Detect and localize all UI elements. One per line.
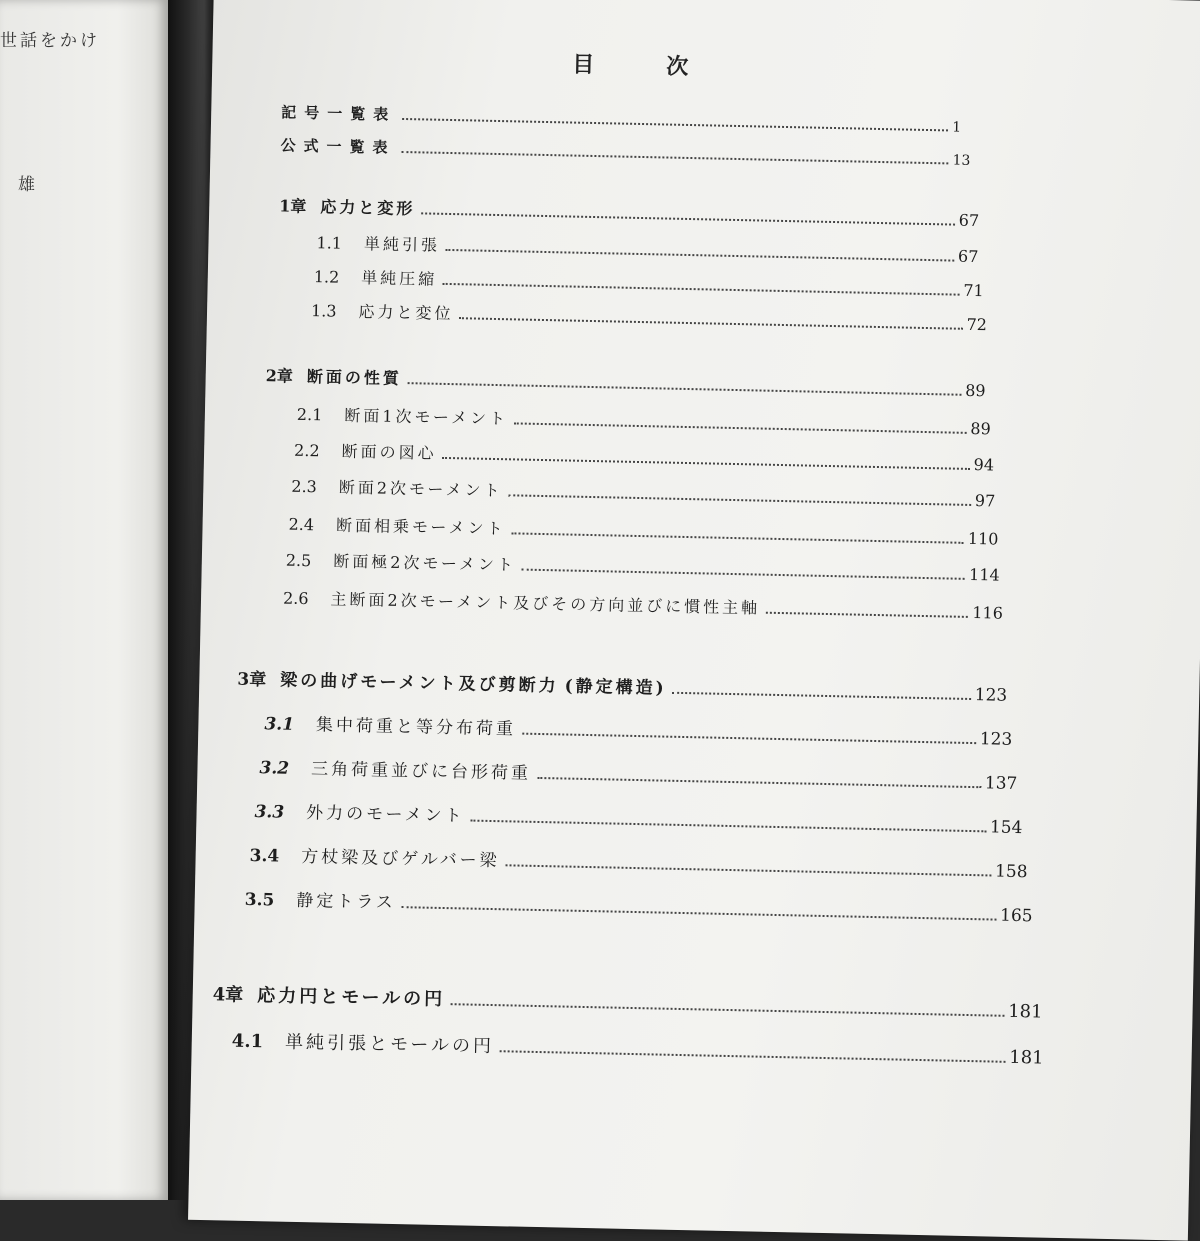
- toc-chapter-4: [213, 980, 1043, 1023]
- section-label: 断面の図心: [341, 441, 437, 463]
- entry-page: 1: [951, 119, 962, 136]
- chapter-number: 4章: [212, 984, 244, 1006]
- toc-entry-symbols: [281, 101, 961, 136]
- section-number: 2.6: [282, 588, 309, 609]
- dot-leader: [500, 1049, 1005, 1063]
- toc-section-3-5: [245, 885, 1033, 926]
- toc-chapter-1: [279, 193, 979, 231]
- entry-page: 72: [966, 314, 988, 335]
- toc-section-2-2: [294, 438, 994, 476]
- dot-leader: [537, 776, 981, 788]
- left-page-text-2: 雄: [18, 175, 38, 195]
- entry-page: 154: [989, 817, 1023, 839]
- dot-leader: [408, 381, 961, 396]
- dot-leader: [766, 611, 968, 618]
- left-page: [0, 0, 168, 1200]
- entry-page: 165: [999, 905, 1033, 927]
- dot-leader: [401, 150, 948, 164]
- dot-leader: [451, 1002, 1004, 1017]
- entry-page: 97: [974, 491, 996, 511]
- section-number: 1.2: [313, 267, 340, 287]
- dot-leader: [514, 421, 966, 433]
- section-number: 2.2: [293, 440, 320, 461]
- dot-leader: [522, 732, 976, 745]
- section-number: 3.2: [259, 758, 290, 779]
- entry-page: 71: [963, 280, 984, 301]
- toc-section-1-1: [316, 230, 978, 267]
- section-label: 断面極2次モーメント: [333, 551, 517, 575]
- entry-page: 110: [967, 528, 999, 549]
- dot-leader: [402, 905, 996, 920]
- section-number: 1.1: [316, 233, 343, 253]
- section-number: 2.1: [296, 404, 323, 425]
- section-label: 集中荷重と等分布荷重: [315, 715, 517, 740]
- entry-page: 116: [972, 603, 1004, 623]
- entry-page: 94: [973, 455, 995, 475]
- toc-section-2-6: [283, 586, 1003, 624]
- toc-section-2-1: [297, 402, 991, 440]
- toc-section-3-1: [264, 709, 1012, 750]
- chapter-number: 1章: [279, 196, 307, 216]
- section-number: 3.1: [264, 714, 295, 735]
- dot-leader: [508, 493, 970, 506]
- section-label: 単純圧縮: [361, 268, 438, 289]
- section-label: 断面2次モーメント: [338, 477, 503, 501]
- dot-leader: [673, 691, 971, 700]
- chapter-number: 2章: [265, 366, 294, 386]
- entry-page: 67: [958, 210, 980, 231]
- section-number: 2.3: [291, 476, 318, 497]
- entry-page: 181: [1009, 1046, 1044, 1069]
- dot-leader: [421, 211, 954, 225]
- toc-page: [188, 0, 1200, 1241]
- toc-section-3-2: [259, 753, 1017, 794]
- section-label: 断面1次モーメント: [344, 405, 509, 429]
- section-number: 1.3: [310, 301, 337, 321]
- toc-chapter-3: [237, 665, 1007, 706]
- section-number: 3.5: [244, 889, 275, 911]
- chapter-note: (静定構造): [564, 676, 667, 699]
- section-number: 3.3: [254, 802, 285, 823]
- section-label: 三角荷重並びに台形荷重: [310, 759, 532, 784]
- dot-leader: [522, 568, 965, 580]
- section-number: 3.4: [249, 845, 280, 867]
- dot-leader: [459, 316, 962, 330]
- chapter-label: 梁の曲げモーメント及び剪断力: [279, 670, 559, 697]
- entry-label: 公式一覧表: [280, 136, 396, 157]
- dot-leader: [470, 819, 985, 833]
- section-number: 2.4: [288, 514, 315, 535]
- entry-page: 89: [965, 380, 986, 401]
- dot-leader: [442, 456, 969, 470]
- chapter-label: 断面の性質: [306, 367, 403, 389]
- section-label: 断面相乗モーメント: [335, 515, 506, 539]
- section-label: 単純引張とモールの円: [284, 1031, 495, 1058]
- toc-section-4-1: [232, 1027, 1044, 1070]
- chapter-number: 3章: [237, 669, 267, 691]
- toc-section-2-5: [286, 548, 1000, 586]
- section-label: 方杖梁及びゲルバー梁: [301, 847, 500, 872]
- entry-page: 181: [1007, 1000, 1043, 1023]
- section-label: 応力と変位: [358, 302, 454, 324]
- entry-page: 123: [979, 729, 1013, 750]
- entry-page: 67: [957, 246, 979, 267]
- dot-leader: [446, 248, 954, 262]
- chapter-label: 応力と変形: [320, 197, 416, 219]
- toc-entry-formulas: [280, 134, 970, 169]
- section-number: 2.5: [285, 550, 312, 571]
- entry-label: 記号一覧表: [281, 103, 397, 124]
- page-title: 目次: [572, 51, 761, 82]
- entry-page: 89: [970, 418, 991, 439]
- toc-section-2-3: [291, 474, 995, 512]
- dot-leader: [443, 282, 959, 296]
- section-label: 外力のモーメント: [305, 803, 465, 827]
- toc-section-1-3: [311, 298, 987, 335]
- section-label: 単純引張: [363, 234, 441, 255]
- left-page-text-1: 世話をかけ: [0, 31, 100, 51]
- toc-section-3-3: [254, 797, 1022, 838]
- entry-page: 123: [974, 685, 1008, 706]
- toc-section-3-4: [249, 841, 1027, 882]
- toc-section-1-2: [314, 264, 984, 301]
- section-number: 4.1: [231, 1030, 264, 1053]
- entry-page: 114: [968, 564, 1000, 585]
- section-label: 静定トラス: [296, 890, 396, 914]
- dot-leader: [511, 531, 963, 543]
- toc-chapter-2: [266, 363, 986, 401]
- entry-page: 158: [994, 861, 1028, 883]
- chapter-label: 応力円とモールの円: [257, 985, 446, 1011]
- toc-section-2-4: [288, 512, 998, 550]
- dot-leader: [402, 117, 948, 131]
- entry-page: 137: [984, 773, 1018, 794]
- section-label: 主断面2次モーメント及びその方向並びに慣性主軸: [330, 589, 761, 618]
- dot-leader: [506, 863, 991, 876]
- entry-page: 13: [952, 152, 971, 169]
